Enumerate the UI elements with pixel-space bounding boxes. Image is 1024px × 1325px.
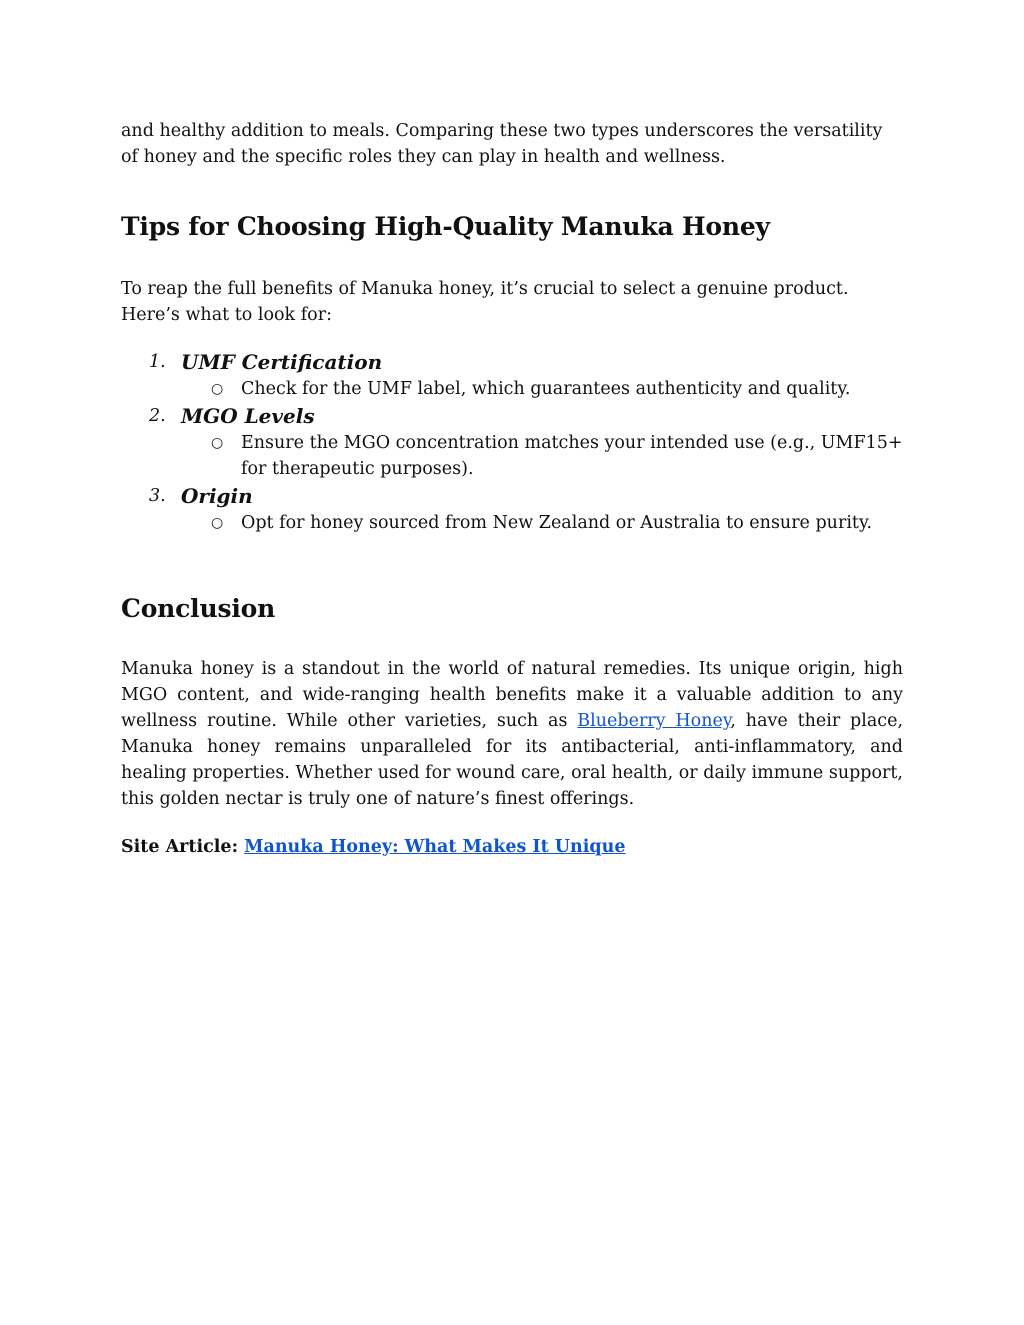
tip-detail	[181, 510, 903, 536]
conclusion-text-before-link: Manuka honey is a standout in the world of natural remedies. Its unique origin, high MGO content, and wide-ranging health benefits make it a valuable addition to any wellness routine. While other varieties, such as	[121, 659, 903, 731]
document-page	[121, 118, 903, 860]
intro-paragraph: and healthy addition to meals. Comparing these two types underscores the versatility of honey and the specific roles they can play in health and wellness.	[121, 121, 883, 167]
hollow-circle-bullet-icon: ○	[211, 381, 224, 397]
tips-heading: Tips for Choosing High-Quality Manuka Honey	[121, 212, 770, 241]
conclusion-paragraph	[121, 656, 903, 812]
tip-detail	[181, 376, 903, 402]
hollow-circle-bullet-icon: ○	[211, 435, 224, 451]
conclusion-text-after-link: , have their place, Manuka honey remains unparalleled for its antibacterial, anti-inflammatory, and healing properties. Whether used for wound care, oral health, or daily immune support, this golden nectar is truly one of nature’s finest offerings.	[121, 711, 904, 809]
tip-detail-text: Check for the UMF label, which guarantees authenticity and quality.	[241, 379, 851, 399]
tip-title: UMF Certification	[181, 350, 383, 374]
site-article-label: Site Article:	[121, 837, 239, 857]
hollow-circle-bullet-icon: ○	[211, 515, 224, 531]
tip-detail-text: Opt for honey sourced from New Zealand or Australia to ensure purity.	[241, 513, 873, 533]
tip-detail-list	[181, 510, 903, 536]
tip-detail-list	[181, 430, 903, 482]
site-article-line	[121, 834, 903, 860]
tip-number: 1.	[149, 352, 166, 372]
tip-item-origin	[121, 482, 903, 536]
tip-title: Origin	[181, 484, 253, 508]
tip-detail-list	[181, 376, 903, 402]
tip-detail	[181, 430, 903, 482]
tip-number: 2.	[149, 406, 166, 426]
tips-intro-paragraph: To reap the full benefits of Manuka honey, it’s crucial to select a genuine product. Here’s what to look for:	[121, 279, 849, 325]
tip-title: MGO Levels	[181, 404, 315, 428]
site-article-link[interactable]: Manuka Honey: What Makes It Unique	[244, 837, 626, 857]
tips-list	[121, 348, 903, 536]
conclusion-heading: Conclusion	[121, 594, 276, 623]
tip-detail-text: Ensure the MGO concentration matches your intended use (e.g., UMF15+ for therapeutic purposes).	[241, 433, 903, 479]
tip-item-umf-certification	[121, 348, 903, 402]
blueberry-honey-link[interactable]: Blueberry Honey	[577, 711, 731, 731]
tip-number: 3.	[149, 486, 166, 506]
tip-item-mgo-levels	[121, 402, 903, 482]
